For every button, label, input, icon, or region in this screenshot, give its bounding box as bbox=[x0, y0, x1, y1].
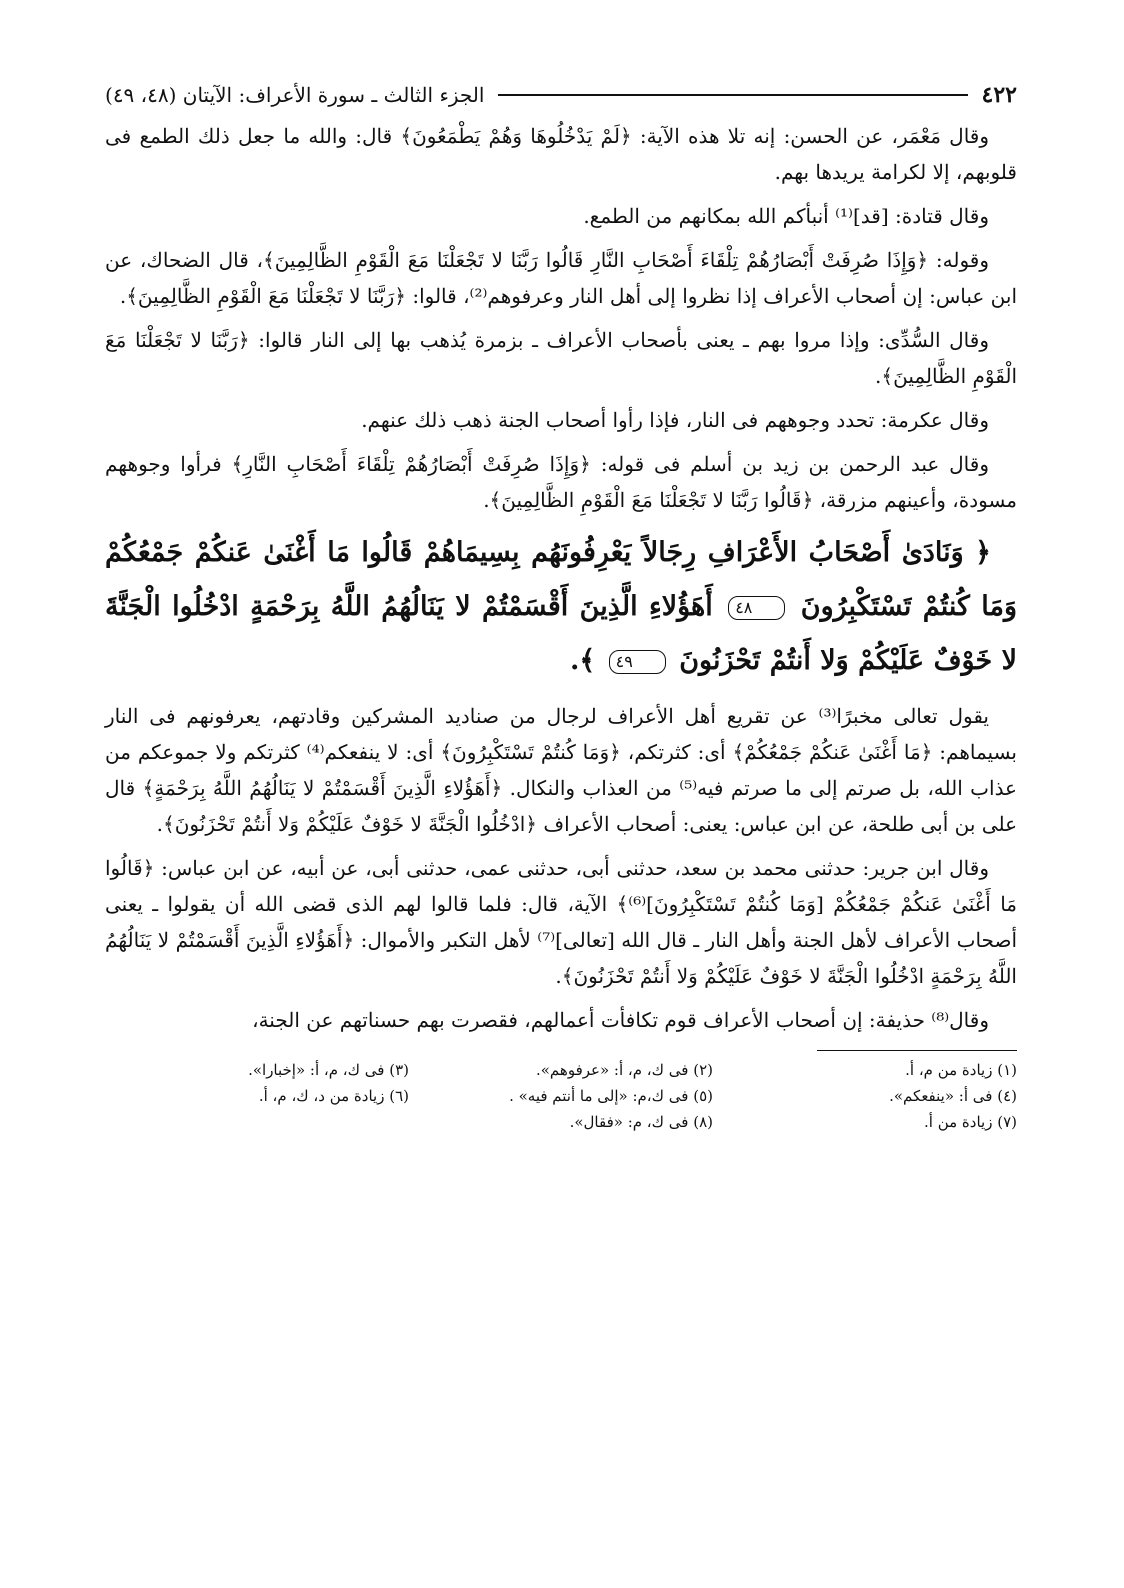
paragraph: وقال قتادة: [قد]⁽¹⁾ أنبأكم الله بمكانهم من الطمع. bbox=[583, 204, 989, 228]
ayah-number-marker: ٤٨ bbox=[728, 596, 785, 620]
footnote: (٦) زيادة من د، ك، م، أ. bbox=[258, 1087, 409, 1105]
footnotes bbox=[105, 1059, 1017, 1133]
quran-verse-end: ﴾. bbox=[569, 645, 596, 676]
page-header bbox=[105, 80, 1017, 110]
paragraph: وقال عكرمة: تحدد وجوههم فى النار، فإذا رأوا أصحاب الجنة ذهب ذلك عنهم. bbox=[361, 408, 989, 432]
paragraph: وقال عبد الرحمن بن زيد بن أسلم فى قوله: ﴿وَإِذَا صُرِفَتْ أَبْصَارُهُمْ تِلْقَاءَ أَصْحَابِ النَّارِ﴾ فرأوا وجوههم مسودة، وأعينهم مزرقة، ﴿قَالُوا رَبَّنَا لا تَجْعَلْنَا مَعَ الْقَوْمِ الظَّالِمِينَ﴾. bbox=[105, 452, 1017, 512]
footnote: (٥) فى ك،م: «إلى ما أنتم فيه» . bbox=[509, 1087, 713, 1105]
footnote-separator bbox=[817, 1050, 1017, 1051]
header-rule bbox=[498, 94, 967, 96]
paragraph: وقال⁽⁸⁾ حذيفة: إن أصحاب الأعراف قوم تكافأت أعمالهم، فقصرت بهم حسناتهم عن الجنة، bbox=[252, 1008, 989, 1032]
footnote: (٣) فى ك، م، أ: «إخبارا». bbox=[248, 1061, 409, 1079]
quran-verse-text: ﴿ وَنَادَىٰ أَصْحَابُ الأَعْرَافِ رِجَالاً يَعْرِفُونَهُم بِسِيمَاهُمْ قَالُوا مَا أَغْنَىٰ عَنكُمْ جَمْعُكُمْ وَمَا كُنتُمْ تَسْتَكْبِرُونَ bbox=[105, 537, 1018, 622]
page bbox=[105, 80, 1017, 1133]
quran-verse-block bbox=[105, 526, 1017, 688]
paragraph: وقال مَعْمَر، عن الحسن: إنه تلا هذه الآية: ﴿لَمْ يَدْخُلُوهَا وَهُمْ يَطْمَعُونَ﴾ قال: والله ما جعل ذلك الطمع فى قلوبهم، إلا لكرامة يريدها بهم. bbox=[105, 124, 1017, 184]
quran-verse-text: أَهَؤُلاءِ الَّذِينَ أَقْسَمْتُمْ لا يَنَالُهُمُ اللَّهُ بِرَحْمَةٍ ادْخُلُوا الْجَنَّةَ لا خَوْفٌ عَلَيْكُمْ وَلا أَنتُمْ تَحْزَنُونَ bbox=[105, 591, 1017, 676]
footnote: (٤) فى أ: «ينفعكم». bbox=[889, 1087, 1017, 1105]
footnote: (٧) زيادة من أ. bbox=[924, 1113, 1017, 1131]
paragraph: وقال السُّدِّى: وإذا مروا بهم ـ يعنى بأصحاب الأعراف ـ بزمرة يُذهب بها إلى النار قالوا: ﴿رَبَّنَا لا تَجْعَلْنَا مَعَ الْقَوْمِ الظَّالِمِينَ﴾. bbox=[105, 328, 1017, 388]
paragraph: يقول تعالى مخبرًا⁽³⁾ عن تقريع أهل الأعراف لرجال من صناديد المشركين وقادتهم، يعرفونهم فى النار بسيماهم: ﴿مَا أَغْنَىٰ عَنكُمْ جَمْعُكُمْ﴾ أى: كثرتكم، ﴿وَمَا كُنتُمْ تَسْتَكْبِرُونَ﴾ أى: لا ينفعكم⁽⁴⁾ كثرتكم ولا جموعكم من عذاب الله، بل صرتم إلى ما صرتم فيه⁽⁵⁾ من العذاب والنكال. ﴿أَهَؤُلاءِ الَّذِينَ أَقْسَمْتُمْ لا يَنَالُهُمُ اللَّهُ بِرَحْمَةٍ﴾ قال على بن أبى طلحة، عن ابن عباس: يعنى: أصحاب الأعراف ﴿ادْخُلُوا الْجَنَّةَ لا خَوْفٌ عَلَيْكُمْ وَلا أَنتُمْ تَحْزَنُونَ﴾. bbox=[105, 704, 1017, 836]
page-number: ٤٢٢ bbox=[981, 82, 1017, 108]
ayah-number-marker: ٤٩ bbox=[609, 650, 666, 674]
paragraph: وقال ابن جرير: حدثنى محمد بن سعد، حدثنى أبى، حدثنى عمى، حدثنى أبى، عن أبيه، عن ابن عباس: ﴿قَالُوا مَا أَغْنَىٰ عَنكُمْ جَمْعُكُمْ [وَمَا كُنتُمْ تَسْتَكْبِرُونَ]⁽⁶⁾﴾ الآية، قال: فلما قالوا لهم الذى قضى الله أن يقولوا ـ يعنى أصحاب الأعراف لأهل الجنة وأهل النار ـ قال الله [تعالى]⁽⁷⁾ لأهل التكبر والأموال: ﴿أَهَؤُلاءِ الَّذِينَ أَقْسَمْتُمْ لا يَنَالُهُمُ اللَّهُ بِرَحْمَةٍ ادْخُلُوا الْجَنَّةَ لا خَوْفٌ عَلَيْكُمْ وَلا أَنتُمْ تَحْزَنُونَ﴾. bbox=[105, 856, 1018, 988]
paragraph: وقوله: ﴿وَإِذَا صُرِفَتْ أَبْصَارُهُمْ تِلْقَاءَ أَصْحَابِ النَّارِ قَالُوا رَبَّنَا لا تَجْعَلْنَا مَعَ الْقَوْمِ الظَّالِمِينَ﴾، قال الضحاك، عن ابن عباس: إن أصحاب الأعراف إذا نظروا إلى أهل النار وعرفوهم⁽²⁾، قالوا: ﴿رَبَّنَا لا تَجْعَلْنَا مَعَ الْقَوْمِ الظَّالِمِينَ﴾. bbox=[105, 248, 1017, 308]
running-title: الجزء الثالث ـ سورة الأعراف: الآيتان (٤٨، ٤٩) bbox=[105, 83, 485, 107]
footnote: (٢) فى ك، م، أ: «عرفوهم». bbox=[535, 1061, 713, 1079]
footnote: (١) زيادة من م، أ. bbox=[905, 1061, 1017, 1079]
footnote: (٨) فى ك، م: «فقال». bbox=[569, 1113, 713, 1131]
